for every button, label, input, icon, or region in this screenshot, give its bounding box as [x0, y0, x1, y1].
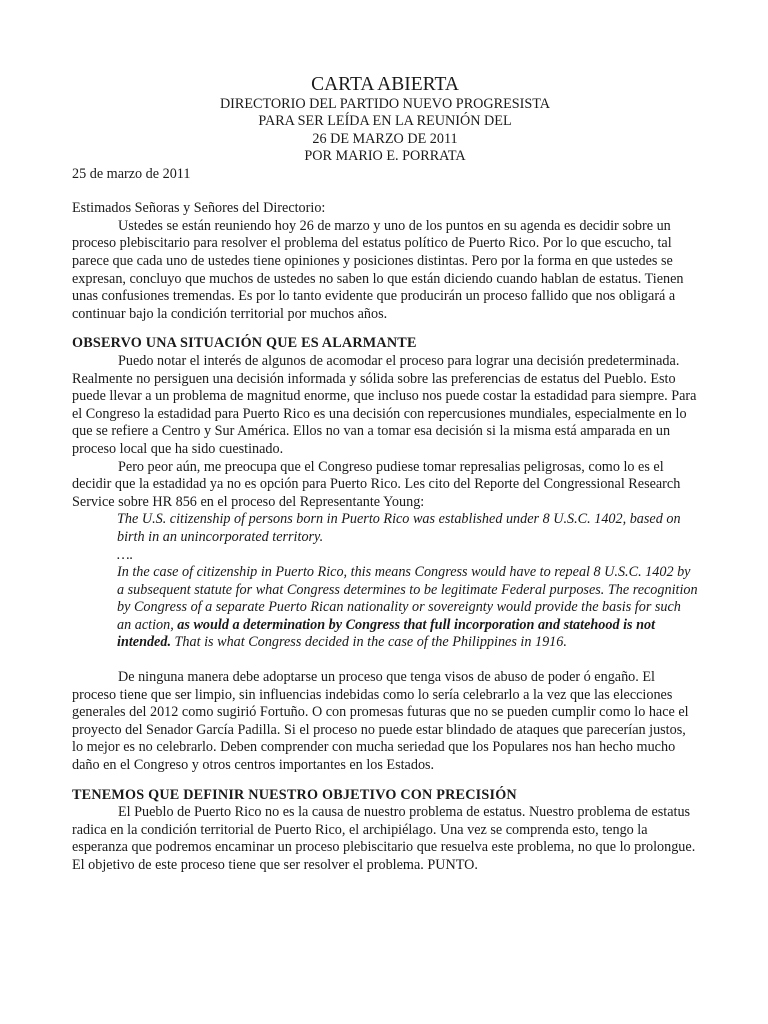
letter-title: CARTA ABIERTA	[311, 74, 459, 95]
section-heading-alarmante: OBSERVO UNA SITUACIÓN QUE ES ALARMANTE	[72, 335, 417, 352]
section2-paragraph-1: El Pueblo de Puerto Rico no es la causa de nuestro problema de estatus. Nuestro problema de estatus radica en la condición territorial de Puerto Rico, el archipiélago. Una vez se comprenda esto, tengo la esperanza que podremos encaminar un proceso plebiscitario que resuelva este problema, no que lo prolongue. El objetivo de este proceso tiene que ser resolver el problema. PUNTO.	[72, 804, 696, 873]
quote-repeal-part-c: That is what Congress decided in the case of the Philippines in 1916.	[171, 634, 567, 651]
section-heading-objetivo: TENEMOS QUE DEFINIR NUESTRO OBJETIVO CON PRECISIÓN	[72, 786, 517, 803]
subtitle-para-ser-leida: PARA SER LEÍDA EN LA REUNIÓN DEL	[258, 113, 512, 130]
quote-ellipsis: ….	[117, 546, 134, 563]
quote-citizenship: The U.S. citizenship of persons born in Puerto Rico was established under 8 U.S.C. 1402, based on birth in an unincorporated territory.	[117, 511, 681, 545]
section1-paragraph-1: Puedo notar el interés de algunos de acomodar el proceso para lograr una decisión predeterminada. Realmente no persiguen una decisión informada y sólida sobre las preferencias de estatus del Pueblo. Esto puede llevar a un problema de magnitud enorme, que incluso nos puede costar la estadidad para siempre. Para el Congreso la estadidad para Puerto Rico es una decisión con repercusiones mundiales, especialmente en lo que se refiere a Centro y Sur América. Ellos no van a tomar esa decisión si la misma está amparada en un proceso local que ha sido cuestinado.	[72, 352, 697, 457]
quote-repeal-bold: as would a determination by Congress that full incorporation and statehood is not intended.	[117, 616, 656, 651]
section1-paragraph-3: De ninguna manera debe adoptarse un proceso que tenga visos de abuso de poder ó engaño. El proceso tiene que ser limpio, sin influencias indebidas como lo sería celebrarlo a la vez que las elecciones generales del 2012 como sugirió Fortuño. O con promesas futuras que no se pueden cumplir como lo hace el proyecto del Senador García Padilla. Si el proceso no puede estar blindado de ataques que parecerían justos, lo mejor es no celebrarlo. Deben comprender con mucha seriedad que los Populares nos han hecho mucho daño en el Congreso y otros centros importantes en los Estados.	[72, 669, 689, 774]
salutation: Estimados Señoras y Señores del Directorio:	[72, 200, 326, 217]
subtitle-directorio: DIRECTORIO DEL PARTIDO NUEVO PROGRESISTA	[219, 96, 551, 112]
quote-repeal	[117, 564, 698, 652]
intro-paragraph: Ustedes se están reuniendo hoy 26 de marzo y uno de los puntos en su agenda es decidir sobre un proceso plebiscitario para resolver el problema del estatus político de Puerto Rico. Por lo que escucho, tal parece que cada uno de ustedes tiene opiniones y posiciones distintas. Pero por la forma en que ustedes se expresan, concluyo que muchos de ustedes no saben lo que están diciendo cuando hablan de estatus. Tienen unas confusiones tremendas. Es por lo tanto evidente que producirán un proceso fallido que nos obligará a continuar bajo la condición territorial por muchos años.	[72, 217, 684, 322]
subtitle-fecha-reunion: 26 DE MARZO DE 2011	[312, 130, 458, 147]
subtitle-autor: POR MARIO E. PORRATA	[304, 148, 466, 165]
quote-repeal-part-a: In the case of citizenship in Puerto Rico, this means Congress would have to repeal 8 U.S.C. 1402 by a subsequent statute for what Congress determines to be legitimate Federal purposes. The recognition by Congress of a separate Puerto Rican nationality or sovereignty would provide the basis for such an action,	[117, 564, 698, 633]
section1-paragraph-2: Pero peor aún, me preocupa que el Congreso pudiese tomar represalias peligrosas, como lo es el decidir que la estadidad ya no es opción para Puerto Rico. Les cito del Reporte del Congressional Research Service sobre HR 856 en el proceso del Representante Young:	[72, 458, 681, 510]
spacer	[72, 652, 698, 669]
letter-page	[72, 74, 698, 875]
letter-date: 25 de marzo de 2011	[72, 165, 191, 182]
